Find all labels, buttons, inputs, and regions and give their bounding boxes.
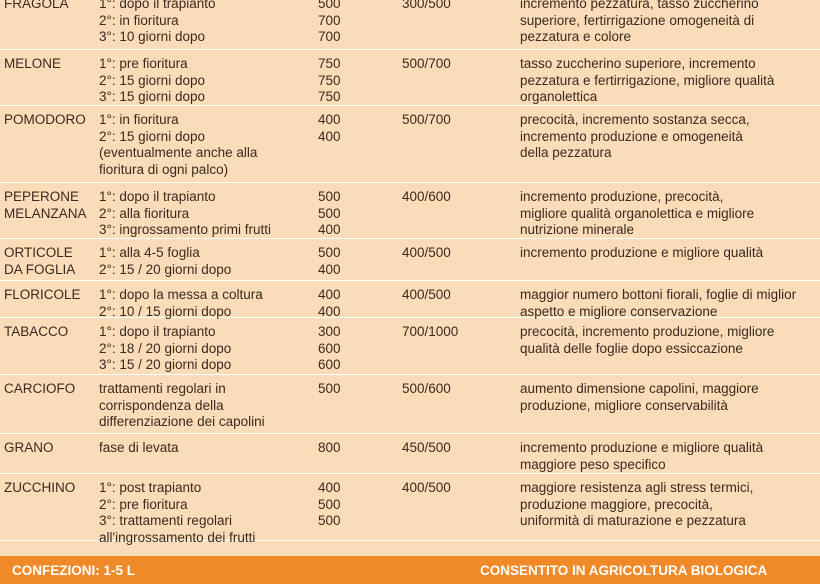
benefit-text: migliore qualità organolettica e migliore: [520, 205, 755, 221]
application-timing-cell: [99, 381, 265, 431]
dose-value: 800: [318, 440, 341, 455]
benefit-text-cell: [520, 189, 754, 239]
crop-name: ORTICOLE: [4, 245, 73, 260]
benefit-text: incremento produzione, precocità,: [520, 189, 724, 204]
water-volume: 400/600: [402, 189, 451, 204]
benefit-text: maggior numero bottoni fiorali, foglie di miglior: [520, 287, 797, 302]
dose-value-cell: [318, 245, 341, 278]
benefit-text: maggiore peso specifico: [520, 456, 666, 472]
benefit-text: incremento produzione e migliore qualità: [520, 440, 764, 455]
application-timing: fioritura di ogni palco): [99, 161, 229, 177]
dose-value: 400: [318, 261, 341, 277]
application-timing: 1°: in fioritura: [99, 112, 179, 127]
benefit-text: aumento dimensione capolini, maggiore: [520, 381, 759, 396]
dose-value: 700: [318, 12, 341, 28]
table-row: [0, 0, 820, 50]
crop-name-cell: [4, 440, 54, 457]
benefit-text: incremento produzione e migliore qualità: [520, 245, 764, 260]
water-volume: 700/1000: [402, 324, 459, 339]
benefit-text: superiore, fertirrigazione omogeneità di: [520, 12, 755, 28]
application-timing: 1°: post trapianto: [99, 480, 202, 495]
application-timing: 2°: 18 / 20 giorni dopo: [99, 340, 232, 356]
table-row: [0, 239, 820, 281]
application-timing: 2°: 10 / 15 giorni dopo: [99, 303, 232, 319]
application-timing-cell: [99, 56, 205, 106]
dose-value-cell: [318, 324, 341, 374]
application-timing: 1°: alla 4-5 foglia: [99, 245, 200, 260]
crop-name-cell: [4, 245, 75, 278]
dose-value: 600: [318, 357, 341, 372]
application-timing: 2°: pre fioritura: [99, 496, 188, 512]
benefit-text-cell: [520, 0, 759, 46]
crop-name-cell: [4, 324, 68, 341]
table-row: [0, 474, 820, 545]
water-volume: 500/700: [402, 56, 451, 71]
crop-name-cell: [4, 287, 81, 304]
benefit-text: pezzatura e fertirrigazione, migliore qualità: [520, 72, 775, 88]
benefit-text-cell: [520, 440, 763, 473]
crop-name: ZUCCHINO: [4, 480, 76, 495]
application-timing: 2°: 15 / 20 giorni dopo: [99, 261, 232, 277]
benefit-text: incremento pezzatura, tasso zuccherino: [520, 0, 759, 11]
dose-value-cell: [318, 480, 341, 530]
packaging-label: CONFEZIONI:: [12, 563, 100, 578]
water-volume-cell: [402, 480, 451, 497]
application-timing: trattamenti regolari in: [99, 381, 226, 396]
dose-value: 500: [318, 0, 341, 11]
application-timing-cell: [99, 0, 215, 46]
application-timing: 2°: in fioritura: [99, 12, 179, 28]
crop-name-cell: [4, 56, 61, 73]
application-timing: 2°: 15 giorni dopo: [99, 128, 205, 144]
application-timing: 1°: pre fioritura: [99, 56, 188, 71]
dose-value: 750: [318, 89, 341, 104]
water-volume: 500/600: [402, 381, 451, 396]
crop-name-cell: [4, 381, 75, 398]
water-volume: 500/700: [402, 112, 451, 127]
benefit-text: della pezzatura: [520, 145, 612, 160]
crop-name: POMODORO: [4, 112, 86, 127]
application-timing: differenziazione dei capolini: [99, 414, 265, 429]
benefit-text-cell: [520, 245, 763, 262]
benefit-text: aspetto e migliore conservazione: [520, 303, 718, 319]
dose-value-cell: [318, 56, 341, 106]
benefit-text-cell: [520, 324, 774, 357]
benefit-text: produzione, migliore conservabilità: [520, 397, 728, 413]
dose-value: 400: [318, 222, 341, 237]
crop-name-cell: [4, 112, 86, 129]
crop-name: DA FOGLIA: [4, 261, 76, 277]
dose-value: 400: [318, 287, 341, 302]
crop-name-cell: [4, 189, 87, 222]
application-timing: 2°: 15 giorni dopo: [99, 72, 205, 88]
dose-value: 400: [318, 128, 341, 144]
application-timing: (eventualmente anche alla: [99, 145, 258, 160]
table-row: [0, 281, 820, 318]
benefit-text: produzione maggiore, precocità,: [520, 496, 713, 512]
water-volume: 300/500: [402, 0, 451, 11]
benefit-text-cell: [520, 56, 774, 106]
water-volume: 450/500: [402, 440, 451, 455]
water-volume-cell: [402, 56, 451, 73]
application-timing: 3°: trattamenti regolari: [99, 513, 232, 528]
application-timing: 1°: dopo il trapianto: [99, 189, 216, 204]
water-volume: 400/500: [402, 245, 451, 260]
benefit-text-cell: [520, 381, 759, 414]
benefit-text: nutrizione minerale: [520, 222, 635, 237]
application-timing: 2°: alla fioritura: [99, 205, 190, 221]
dose-value-cell: [318, 381, 341, 398]
dose-value-cell: [318, 0, 341, 46]
benefit-text: qualità delle foglie dopo essiccazione: [520, 340, 743, 356]
dose-value: 750: [318, 56, 341, 71]
table-row: [0, 318, 820, 375]
application-timing: 3°: 15 / 20 giorni dopo: [99, 357, 232, 372]
packaging-value: 1-5 L: [103, 563, 136, 578]
benefit-text-cell: [520, 287, 796, 320]
application-timing-cell: [99, 440, 179, 457]
application-timing-cell: [99, 324, 231, 374]
table-row: [0, 375, 820, 434]
benefit-text: uniformità di maturazione e pezzatura: [520, 513, 746, 528]
dose-value: 500: [318, 189, 341, 204]
benefit-text: precocità, incremento sostanza secca,: [520, 112, 750, 127]
water-volume-cell: [402, 324, 458, 341]
dose-value-cell: [318, 440, 341, 457]
dose-value: 500: [318, 513, 341, 528]
water-volume: 400/500: [402, 287, 451, 302]
water-volume-cell: [402, 381, 451, 398]
table-row: [0, 183, 820, 239]
crop-name: MELANZANA: [4, 205, 87, 221]
crop-name: MELONE: [4, 56, 62, 71]
dose-value: 500: [318, 205, 341, 221]
crop-name-cell: [4, 480, 75, 497]
water-volume-cell: [402, 0, 451, 13]
application-timing: 1°: dopo il trapianto: [99, 0, 216, 11]
dose-value-cell: [318, 287, 341, 320]
crop-name: GRANO: [4, 440, 54, 455]
packaging-info: [12, 563, 135, 578]
benefit-text: incremento produzione e omogeneità: [520, 128, 743, 144]
water-volume-cell: [402, 112, 451, 129]
benefit-text: pezzatura e colore: [520, 29, 632, 44]
dose-value: 400: [318, 480, 341, 495]
benefit-text-cell: [520, 112, 750, 162]
dose-value: 500: [318, 245, 341, 260]
application-timing-cell: [99, 287, 263, 320]
benefit-text-cell: [520, 480, 753, 530]
application-timing: 3°: ingrossamento primi frutti: [99, 222, 271, 237]
water-volume: 400/500: [402, 480, 451, 495]
table-row: [0, 50, 820, 106]
dose-value: 700: [318, 29, 341, 44]
application-timing: corrispondenza della: [99, 397, 224, 413]
dose-value: 600: [318, 340, 341, 356]
crop-name-cell: [4, 0, 69, 13]
application-timing: 3°: 15 giorni dopo: [99, 89, 205, 104]
application-timing: 1°: dopo il trapianto: [99, 324, 216, 339]
dose-value-cell: [318, 189, 341, 239]
application-timing: 1°: dopo la messa a coltura: [99, 287, 263, 302]
application-timing-cell: [99, 189, 271, 239]
application-timing: 3°: 10 giorni dopo: [99, 29, 205, 44]
dose-value: 500: [318, 496, 341, 512]
benefit-text: precocità, incremento produzione, migliore: [520, 324, 775, 339]
water-volume-cell: [402, 287, 451, 304]
footer-bar: [0, 556, 820, 584]
crop-name: CARCIOFO: [4, 381, 76, 396]
application-timing: all'ingrossamento dei frutti: [99, 529, 256, 545]
dose-value-cell: [318, 112, 341, 145]
application-timing-cell: [99, 112, 257, 178]
application-timing-cell: [99, 245, 231, 278]
water-volume-cell: [402, 245, 451, 262]
table-row: [0, 434, 820, 474]
organic-note: CONSENTITO IN AGRICOLTURA BIOLOGICA: [480, 563, 768, 578]
benefit-text: maggiore resistenza agli stress termici,: [520, 480, 754, 495]
table-row: [0, 106, 820, 183]
crop-name: TABACCO: [4, 324, 69, 339]
water-volume-cell: [402, 189, 451, 206]
dose-value: 300: [318, 324, 341, 339]
dose-value: 400: [318, 112, 341, 127]
dose-value: 500: [318, 381, 341, 396]
benefit-text: organolettica: [520, 89, 598, 104]
dose-value: 400: [318, 303, 341, 319]
dose-value: 750: [318, 72, 341, 88]
application-timing: fase di levata: [99, 440, 179, 455]
crop-name: PEPERONE: [4, 189, 80, 204]
crop-name: FLORICOLE: [4, 287, 81, 302]
crop-name: FRAGOLA: [4, 0, 69, 11]
benefit-text: tasso zuccherino superiore, incremento: [520, 56, 756, 71]
water-volume-cell: [402, 440, 451, 457]
application-timing-cell: [99, 480, 255, 546]
